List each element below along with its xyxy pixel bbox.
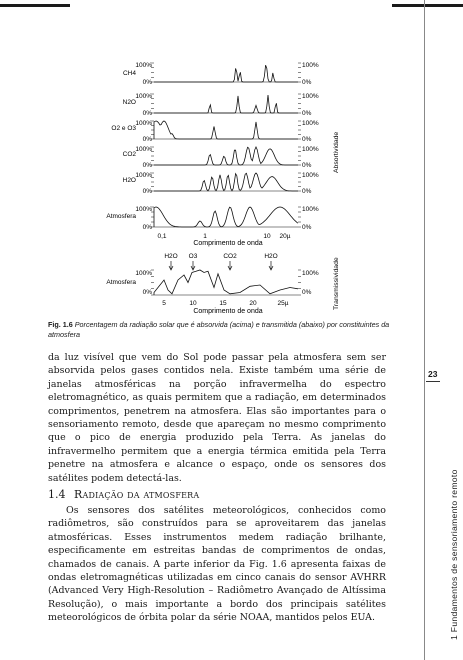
co2-curve [154,147,298,165]
transmission-curve [154,270,298,295]
label-o2-o3: O2 e O3 [111,125,136,132]
label-atmosfera-bottom: Atmosfera [106,279,136,286]
svg-text:H2O: H2O [164,253,178,260]
svg-text:100%: 100% [135,270,152,277]
section-heading [48,488,199,501]
ch4-curve [154,65,298,82]
caption-label: Fig. 1.6 [48,320,73,329]
svg-text:100%: 100% [135,120,152,127]
svg-text:100%: 100% [302,93,319,100]
xlabel-top: Comprimento de onda [193,240,263,247]
label-n2o: N2O [122,99,136,106]
svg-text:0%: 0% [302,224,312,231]
section-number: 1.4 [48,488,66,501]
svg-text:1: 1 [203,233,207,240]
marker-arrows [169,261,273,270]
svg-text:100%: 100% [302,146,319,153]
margin-rule [424,0,425,660]
top-rule-left [0,4,70,7]
xlabel-bottom: Comprimento de onda [193,308,263,315]
transmissivity-label: Transmissividade [333,257,340,310]
page-number: 23 [428,369,438,379]
atmosphere-curve [154,207,298,227]
svg-text:100%: 100% [135,146,152,153]
h2o-curve [154,173,298,191]
paragraph-1: da luz visível que vem do Sol pode passar pela atmosfera sem ser absorvida pelos gases contidos nela. Existe também uma série de janelas atmosféricas na porção infravermelha do espectro eletromagnético, as quais permitem que a radiação, em determinados comprimentos, penetrem na atmosfera. Elas são importantes para o sensoriamento remoto, desde que apareçam no mesmo comprimento que o pico de energia produzido pela Terra. As janelas do infravermelho permitem que a energia térmica emitida pela Terra penetre na atmosfera e alcance o espaço, onde os sensores dos satélites podem detectá-las. [48,352,386,484]
chapter-title: 1 Fundamentos de sensoriamento remoto [449,469,459,640]
svg-text:0%: 0% [142,224,152,231]
running-header [437,382,459,642]
right-pct-labels [302,62,319,231]
svg-text:100%: 100% [135,93,152,100]
label-h2o: H2O [122,177,136,184]
svg-text:20µ: 20µ [279,233,291,240]
svg-text:0%: 0% [142,110,152,117]
svg-text:0%: 0% [302,188,312,195]
svg-text:0%: 0% [142,289,152,296]
svg-text:0%: 0% [142,162,152,169]
svg-text:0,1: 0,1 [157,233,167,240]
x-ticks-top [157,233,290,240]
svg-text:CO2: CO2 [223,253,237,260]
svg-text:5: 5 [162,300,166,307]
svg-text:100%: 100% [135,206,152,213]
svg-text:20: 20 [249,300,257,307]
svg-text:0%: 0% [302,289,312,296]
top-rule-right [392,4,463,7]
label-atmosfera-top: Atmosfera [106,213,136,220]
absorption-chart [90,55,360,317]
svg-text:100%: 100% [135,62,152,69]
svg-text:H2O: H2O [264,253,278,260]
svg-text:0%: 0% [142,188,152,195]
n2o-curve [154,95,298,113]
svg-text:100%: 100% [302,206,319,213]
svg-text:100%: 100% [302,62,319,69]
svg-text:100%: 100% [135,172,152,179]
svg-text:10: 10 [263,233,271,240]
o2o3-curve [154,121,298,139]
svg-text:15: 15 [219,300,227,307]
absorptivity-label: Absortividade [333,131,340,173]
label-co2: CO2 [122,151,136,158]
x-ticks-bottom [162,300,289,307]
label-ch4: CH4 [122,70,136,77]
section-title: Radiação da atmosfera [74,488,200,501]
svg-text:0%: 0% [142,79,152,86]
molecule-markers [164,253,277,260]
svg-text:100%: 100% [302,270,319,277]
caption-text: Porcentagem da radiação solar que é absorvida (acima) e transmitida (abaixo) por constituintes da atmosfera [48,320,390,339]
svg-text:100%: 100% [302,120,319,127]
svg-text:0%: 0% [302,79,312,86]
svg-text:0%: 0% [302,136,312,143]
svg-text:O3: O3 [188,253,198,260]
svg-text:0%: 0% [302,162,312,169]
svg-text:10: 10 [189,300,197,307]
figure-caption [48,320,398,339]
svg-text:25µ: 25µ [277,300,289,307]
svg-text:0%: 0% [142,136,152,143]
svg-text:100%: 100% [302,172,319,179]
absorption-figure [90,55,360,317]
svg-text:0%: 0% [302,110,312,117]
left-pct-labels [135,62,152,231]
paragraph-2: Os sensores dos satélites meteorológicos, conhecidos como radiômetros, são construídos para se aproveitarem das janelas atmosféricas. Esses instrumentos medem radiação brilhante, especificamente em estreitas bandas de comprimentos de ondas, chamados de canais. A parte inferior da Fig. 1.6 apresenta faixas de ondas eletromagnéticas utilizadas em cinco canais do sensor AVHRR (Advanced Very High-Resolution – Radiômetro Avançado de Altíssima Resolução), o mais importante a bordo dos principais satélites meteorológicos de órbita polar da série NOAA, mantidos pelos EUA. [48,505,386,624]
